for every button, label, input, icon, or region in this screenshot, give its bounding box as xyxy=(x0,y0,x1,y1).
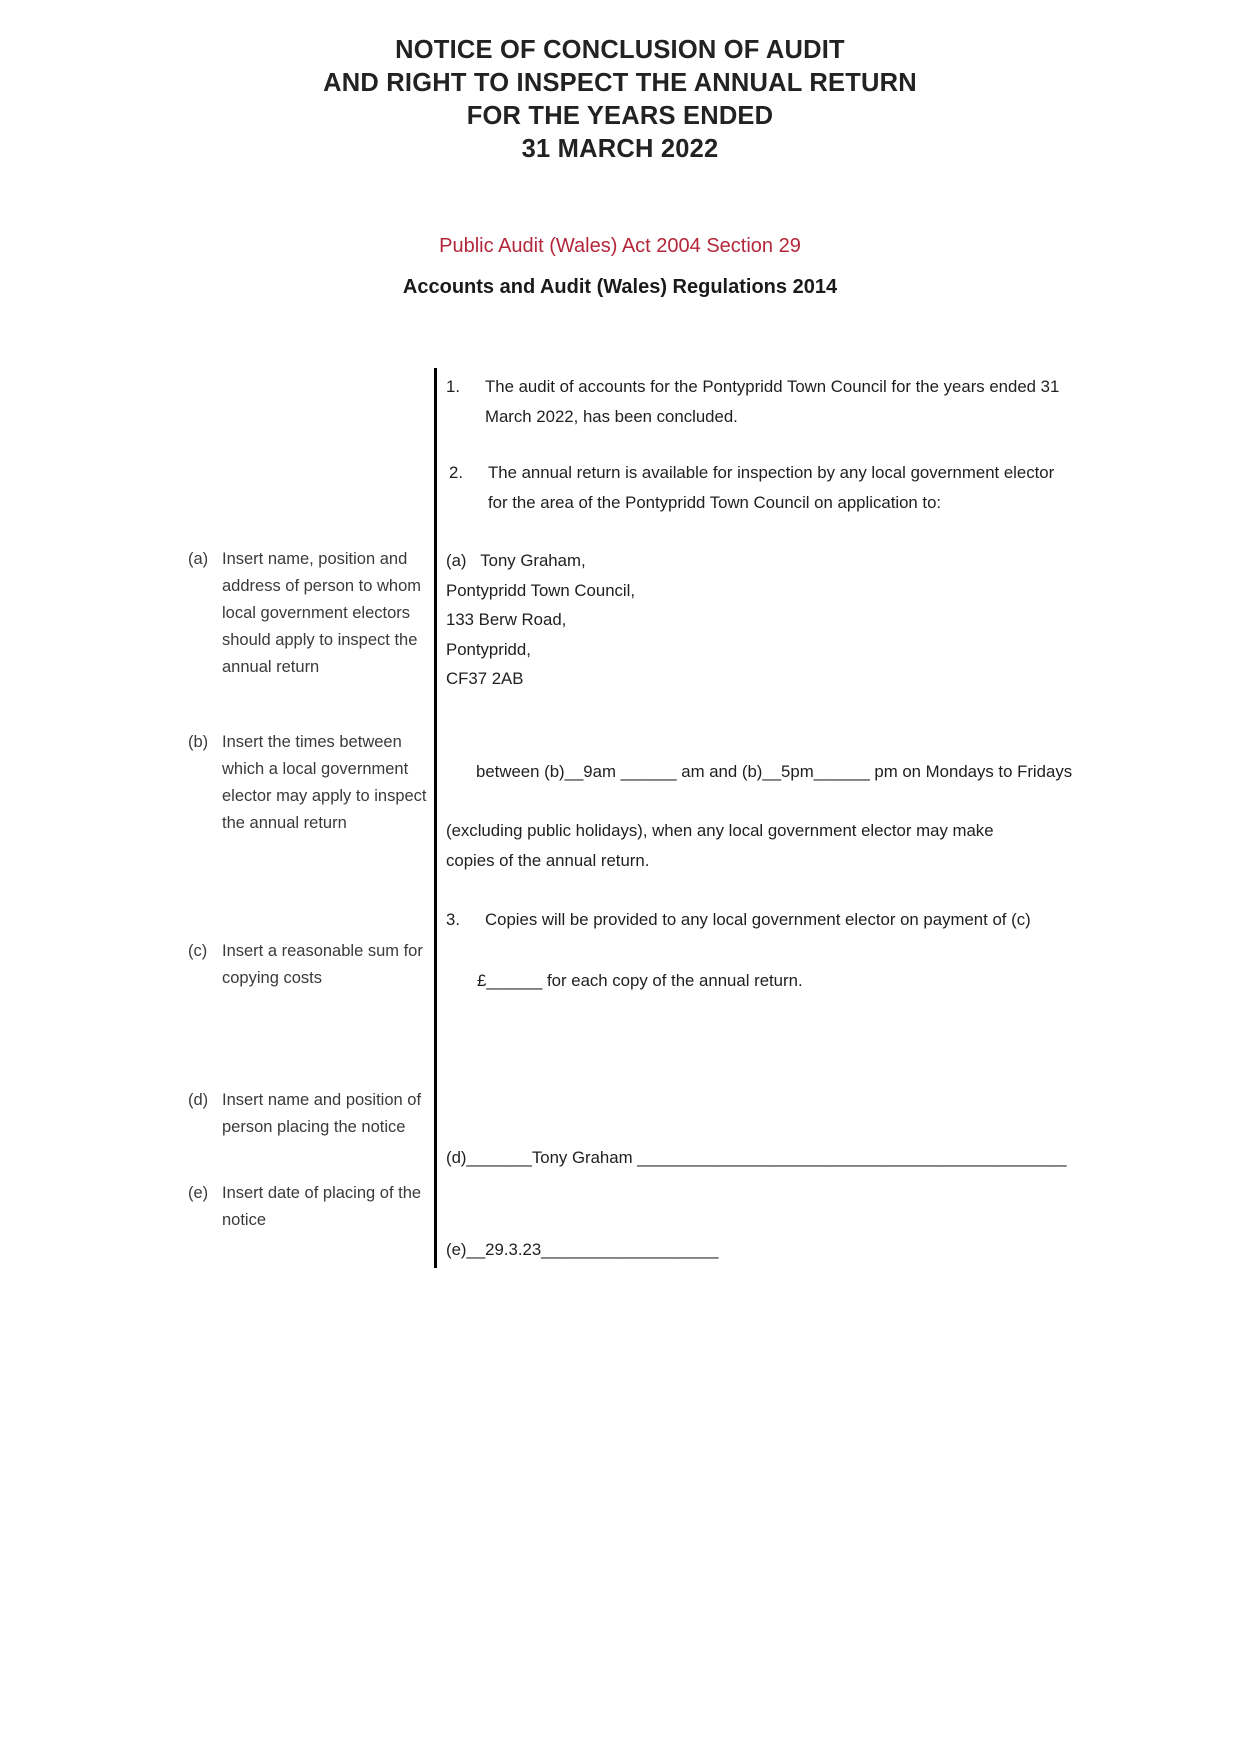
clause-1-text: The audit of accounts for the Pontypridd Town Council for the years ended 31 March 2022, has been concluded. xyxy=(485,377,1060,426)
clause-3 xyxy=(446,905,1074,935)
margin-note-d xyxy=(188,1087,433,1141)
clause-2-number: 2. xyxy=(449,463,463,482)
clause-1 xyxy=(446,372,1074,432)
title-line-2: AND RIGHT TO INSPECT THE ANNUAL RETURN xyxy=(323,69,917,97)
copy-fee-line: £______ for each copy of the annual return. xyxy=(477,971,803,990)
signature-line: (d)_______Tony Graham ______________________________________________ xyxy=(446,1148,1067,1167)
statute-reference-bold: Accounts and Audit (Wales) Regulations 2014 xyxy=(402,276,838,298)
margin-note-d-tag: (d) xyxy=(188,1091,209,1109)
margin-note-d-text: Insert name and position of person placing the notice xyxy=(222,1091,422,1136)
date-line: (e)__29.3.23___________________ xyxy=(446,1240,719,1259)
clause-1-number: 1. xyxy=(446,377,460,396)
margin-note-a-tag: (a) xyxy=(188,550,209,568)
margin-note-b-text: Insert the times between which a local government elector may apply to inspect the annual return xyxy=(222,733,427,832)
title-line-3: FOR THE YEARS ENDED xyxy=(466,102,774,130)
address-line-2: Pontypridd Town Council, xyxy=(446,580,636,600)
address-label: (a) xyxy=(446,551,467,570)
clause-3-number: 3. xyxy=(446,910,460,929)
statute-reference-red: Public Audit (Wales) Act 2004 Section 29 xyxy=(439,235,801,257)
margin-note-c-text: Insert a reasonable sum for copying costs xyxy=(222,942,423,987)
address-postcode: CF37 2AB xyxy=(446,669,524,688)
margin-note-c xyxy=(188,938,433,992)
margin-note-e xyxy=(188,1180,433,1234)
margin-note-b xyxy=(188,729,433,837)
clause-3-text: Copies will be provided to any local government elector on payment of (c) xyxy=(485,910,1031,929)
margin-note-e-text: Insert date of placing of the notice xyxy=(222,1184,422,1229)
margin-note-b-tag: (b) xyxy=(188,733,209,751)
address-line-4: Pontypridd, xyxy=(446,639,531,659)
title-line-1: NOTICE OF CONCLUSION OF AUDIT xyxy=(395,36,845,64)
address-line-3: 133 Berw Road, xyxy=(446,610,567,629)
margin-note-c-tag: (c) xyxy=(188,942,208,960)
vertical-divider-rule xyxy=(434,368,437,1268)
document-title xyxy=(0,34,1240,166)
clause-2-text: The annual return is available for inspection by any local government elector for the area of the Pontypridd Town Council on application to: xyxy=(488,463,1055,512)
margin-note-a-text: Insert name, position and address of person to whom local government electors should apply to inspect the annual return xyxy=(222,550,422,676)
title-line-4: 31 MARCH 2022 xyxy=(521,135,719,163)
address-line-1 xyxy=(446,546,1074,576)
inspection-contact-address xyxy=(446,546,1074,694)
clause-2 xyxy=(449,458,1077,518)
address-name: Tony Graham, xyxy=(480,551,586,570)
margin-note-a xyxy=(188,546,433,681)
inspection-times-continuation: (excluding public holidays), when any local government elector may make copies of the annual return. xyxy=(446,821,994,870)
margin-note-e-tag: (e) xyxy=(188,1184,209,1202)
inspection-times-line: between (b)__9am ______ am and (b)__5pm______ pm on Mondays to Fridays xyxy=(476,762,1073,781)
